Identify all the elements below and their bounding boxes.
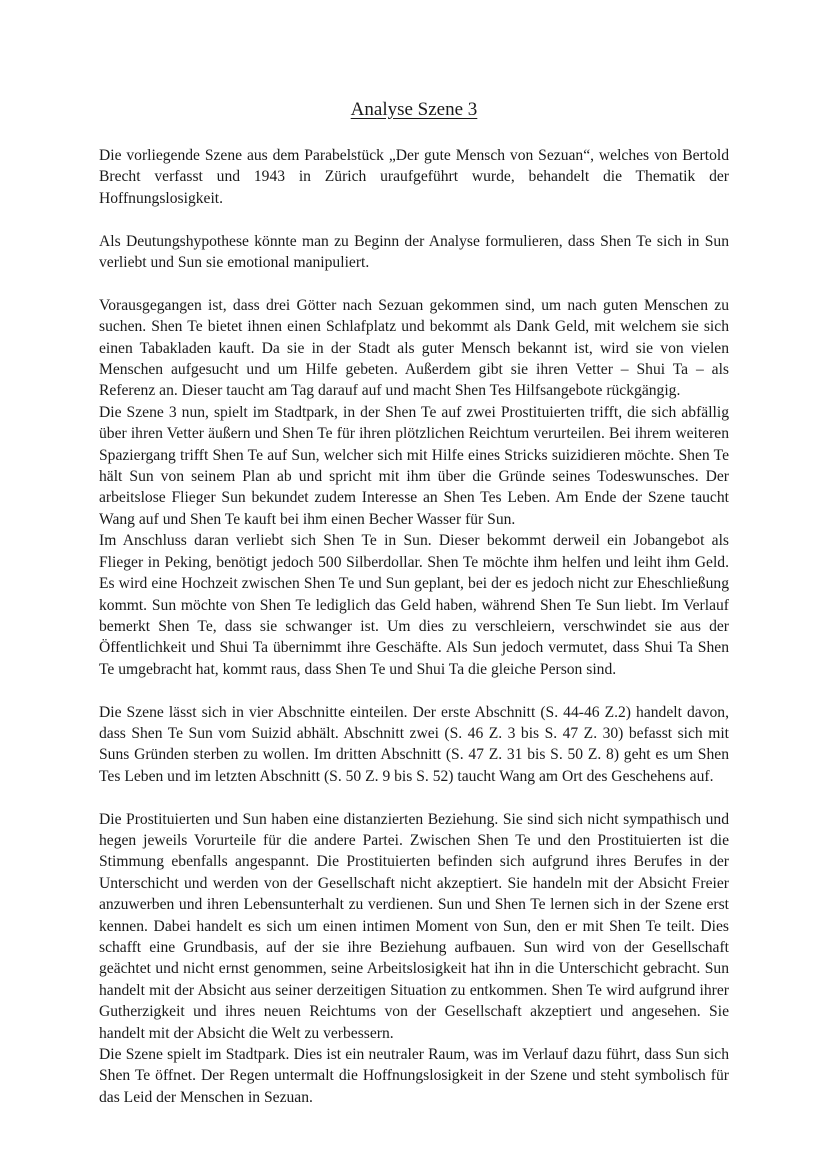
paragraph-character-relations: Die Prostituierten und Sun haben eine distanzierten Beziehung. Sie sind sich nicht sympathisch und hegen jeweils Vorurteile für die andere Partei. Zwischen Shen Te und den Prostituierten ist die Stimmung ebenfalls angespannt. Die Prostituierten befinden sich aufgrund ihres Berufes in der Unterschicht und werden von der Gesellschaft nicht akzeptiert. Sie handeln mit der Absicht Freier anzuwerben und ihren Lebensunterhalt zu verdienen. Sun und Shen Te lernen sich in der Szene erst kennen. Dabei handelt es sich um einen intimen Moment von Sun, den er mit Shen Te teilt. Dies schafft eine Grundbasis, auf der sie ihre Beziehung aufbauen. Sun wird von der Gesellschaft geächtet und nicht ernst genommen, seine Arbeitslosigkeit hat ihn in die Unterschicht gebracht. Sun handelt mit der Absicht aus seiner derzeitigen Situation zu entkommen. Shen Te wird aufgrund ihrer Gutherzigkeit und ihres neuen Reichtums von der Gesellschaft akzeptiert und angesehen. Sie handelt mit der Absicht die Welt zu verbessern.	[99, 810, 729, 1042]
paragraph-subsequent-events: Im Anschluss daran verliebt sich Shen Te in Sun. Dieser bekommt derweil ein Jobangebot als Flieger in Peking, benötigt jedoch 500 Silberdollar. Shen Te möchte ihm helfen und leiht ihm Geld. Es wird eine Hochzeit zwischen Shen Te und Sun geplant, bei der es jedoch nicht zur Eheschließung kommt. Sun möchte von Shen Te lediglich das Geld haben, während Shen Te Sun liebt. Im Verlauf bemerkt Shen Te, dass sie schwanger ist. Um dies zu verschleiern, verschwindet sie aus der Öffentlichkeit und Shui Ta übernimmt ihre Geschäfte. Als Sun jedoch vermutet, dass Shui Ta Shen Te umgebracht hat, kommt raus, dass Shen Te und Shui Ta die gleiche Person sind.	[99, 532, 729, 678]
paragraph-hypothesis: Als Deutungshypothese könnte man zu Beginn der Analyse formulieren, dass Shen Te sich in Sun verliebt und Sun sie emotional manipuliert.	[99, 232, 729, 272]
document-body	[99, 145, 729, 1108]
paragraph-setting: Die Szene spielt im Stadtpark. Dies ist ein neutraler Raum, was im Verlauf dazu führt, dass Sun sich Shen Te öffnet. Der Regen untermalt die Hoffnungslosigkeit in der Szene und steht symbolisch für das Leid der Menschen in Sezuan.	[99, 1046, 729, 1106]
paragraph-scene-sections: Die Szene lässt sich in vier Abschnitte einteilen. Der erste Abschnitt (S. 44-46 Z.2) handelt davon, dass Shen Te Sun vom Suizid abhält. Abschnitt zwei (S. 46 Z. 3 bis S. 47 Z. 30) befasst sich mit Suns Gründen sterben zu wollen. Im dritten Abschnitt (S. 47 Z. 31 bis S. 50 Z. 8) geht es um Shen Tes Leben und im letzten Abschnitt (S. 50 Z. 9 bis S. 52) taucht Wang am Ort des Geschehens auf.	[99, 703, 729, 785]
paragraph-prior-events: Vorausgegangen ist, dass drei Götter nach Sezuan gekommen sind, um nach guten Menschen zu suchen. Shen Te bietet ihnen einen Schlafplatz und bekommt als Dank Geld, mit welchem sie sich einen Tabakladen kauft. Da sie in der Stadt als guter Mensch bekannt ist, wird sie von vielen Menschen aufgesucht und um Hilfe gebeten. Außerdem gibt sie ihren Vetter – Shui Ta – als Referenz an. Dieser taucht am Tag darauf auf und macht Shen Tes Hilfsangebote rückgängig.	[99, 296, 729, 400]
page-title: Analyse Szene 3	[350, 99, 478, 120]
paragraph-scene-summary: Die Szene 3 nun, spielt im Stadtpark, in der Shen Te auf zwei Prostituierten trifft, die sich abfällig über ihren Vetter äußern und Shen Te für ihren plötzlichen Reichtum verurteilen. Bei ihrem weiteren Spaziergang trifft Shen Te auf Sun, welcher sich mit Hilfe eines Stricks suizidieren möchte. Shen Te hält Sun von seinem Plan ab und spricht mit ihm über die Gründe seines Todeswunsches. Der arbeitslose Flieger Sun bekundet zudem Interesse an Shen Tes Leben. Am Ende der Szene taucht Wang auf und Shen Te kauft bei ihm einen Becher Wasser für Sun.	[99, 403, 729, 528]
paragraph-introduction: Die vorliegende Szene aus dem Parabelstück „Der gute Mensch von Sezuan“, welches von Bertold Brecht verfasst und 1943 in Zürich uraufgeführt wurde, behandelt die Thematik der Hoffnungslosigkeit.	[99, 147, 729, 207]
